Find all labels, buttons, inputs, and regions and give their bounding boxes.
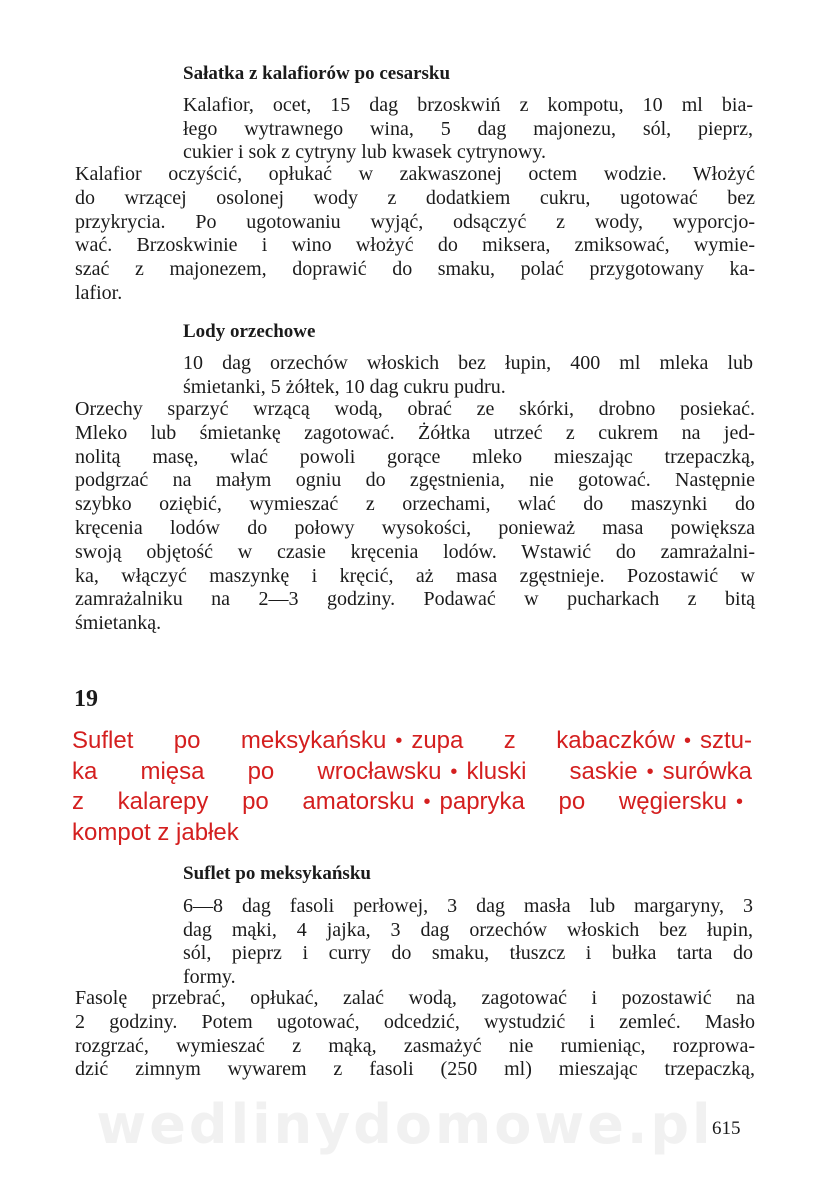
ingredients-line: 10 dag orzechów włoskich bez łupin, 400 ml mleka lub [183,352,753,374]
ingredients-line: formy. [183,965,236,988]
instructions-line: podgrzać na małym ogniu do zgęstnienia, nie gotować. Następnie [75,469,755,492]
recipe-ingredients-salatka [183,94,753,165]
instructions-line: zamrażalniku na 2—3 godziny. Podawać w pucharkach z bitą [75,588,755,611]
instructions-line: rozgrzać, wymieszać z mąką, zasmażyć nie rumieniąc, rozprowa- [75,1034,755,1057]
menu-line [72,726,752,757]
instructions-line: kręcenia lodów do połowy wysokości, ponieważ masa powiększa [75,516,755,539]
instructions-line: Fasolę przebrać, opłukać, zalać wodą, zagotować i pozostawić na [75,987,755,1009]
instructions-line: szać z majonezem, doprawić do smaku, polać przygotowany ka- [75,258,755,281]
recipe-title-lody: Lody orzechowe [183,321,316,342]
instructions-line: przykrycia. Po ugotowaniu wyjąć, odsączyć z wody, wyporcjo- [75,210,755,233]
menu-item: z kalarepy po amatorsku [72,788,415,815]
menu-item: kompot z jabłek [72,818,239,846]
instructions-line: ka, włączyć maszynkę i kręcić, aż masa zgęstnieje. Pozostawić w [75,564,755,587]
instructions-line: śmietanką. [75,612,162,635]
menu-line [72,787,752,818]
ingredients-line: Kalafior, ocet, 15 dag brzoskwiń z kompotu, 10 ml bia- [183,94,753,116]
instructions-line: Orzechy sparzyć wrzącą wodą, obrać ze skórki, drobno posiekać. [75,398,755,420]
instructions-line: wać. Brzoskwinie i wino włożyć do miksera, zmiksować, wymie- [75,234,755,257]
bullet-icon: • [423,791,431,813]
bullet-icon: • [646,760,654,783]
bullet-icon: • [395,730,403,752]
instructions-line: Kalafior oczyścić, opłukać w zakwaszonej octem wodzie. Włożyć [75,163,755,185]
day-menu [72,726,752,847]
bullet-icon: • [735,791,743,813]
day-number: 19 [74,686,98,712]
instructions-line: do wrzącej osolonej wody z dodatkiem cukru, ugotować bez [75,186,755,209]
menu-item: sztu- [699,727,752,754]
bullet-icon: • [683,730,691,752]
ingredients-line: sól, pieprz i curry do smaku, tłuszcz i bułka tarta do [183,942,753,964]
recipe-title-suflet: Suflet po meksykańsku [183,863,371,884]
ingredients-line: 6—8 dag fasoli perłowej, 3 dag masła lub margaryny, 3 [183,895,753,917]
ingredients-line: dag mąki, 4 jajka, 3 dag orzechów włoskich bez łupin, [183,918,753,941]
menu-item: Suflet po meksykańsku [72,727,387,754]
instructions-line: dzić zimnym wywarem z fasoli (250 ml) mieszając trzepaczką, [75,1058,755,1081]
menu-item: papryka po węgiersku [439,788,727,815]
recipe-instructions-lody [75,398,755,636]
instructions-line: Mleko lub śmietankę zagotować. Żółtka utrzeć z cukrem na jed- [75,421,755,444]
menu-item: surówka [662,757,752,785]
instructions-line: 2 godziny. Potem ugotować, odcedzić, wystudzić i zemleć. Masło [75,1010,755,1033]
instructions-line: nolitą masę, wlać powoli gorące mleko mieszając trzepaczką, [75,445,755,468]
bullet-icon: • [450,760,458,783]
ingredients-line: cukier i sok z cytryny lub kwasek cytrynowy. [183,141,547,163]
page-number: 615 [712,1118,741,1139]
watermark: wedlinydomowe.pl [96,1093,714,1156]
recipe-instructions-suflet [75,987,755,1082]
recipe-ingredients-lody [183,352,753,399]
recipe-ingredients-suflet [183,895,753,989]
recipe-instructions-salatka [75,163,755,306]
menu-item: kluski saskie [466,757,638,785]
menu-line [72,757,752,788]
menu-line [72,818,752,848]
menu-item: ka mięsa po wrocławsku [72,757,442,785]
ingredients-line: łego wytrawnego wina, 5 dag majonezu, sól, pieprz, [183,117,753,140]
ingredients-line: śmietanki, 5 żółtek, 10 dag cukru pudru. [183,375,506,398]
instructions-line: lafior. [75,281,123,304]
menu-item: zupa z kabaczków [411,727,675,754]
recipe-title-salatka: Sałatka z kalafiorów po cesarsku [183,63,451,84]
instructions-line: swoją objętość w czasie kręcenia lodów. Wstawić do zamrażalni- [75,540,755,563]
instructions-line: szybko oziębić, wymieszać z orzechami, wlać do maszynki do [75,493,755,516]
